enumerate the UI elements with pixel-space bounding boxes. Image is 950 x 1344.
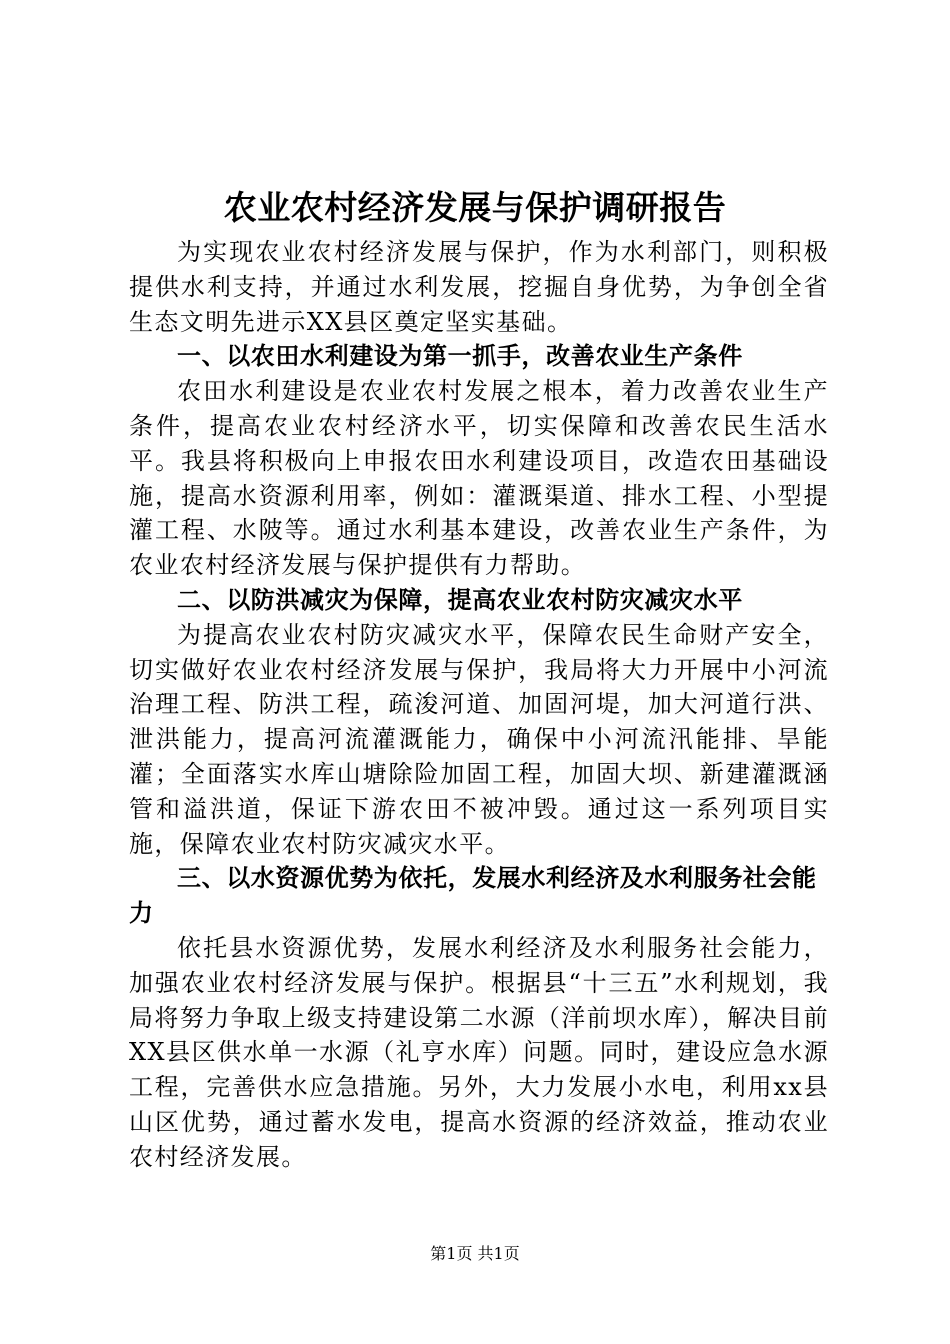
- section-2-heading: 二、以防洪减灾为保障，提高农业农村防灾减灾水平: [177, 584, 743, 614]
- section-1-heading: 一、以农田水利建设为第一抓手，改善农业生产条件: [177, 341, 743, 371]
- section-3-paragraph: 依托县水资源优势，发展水利经济及水利服务社会能力，加强农业农村经济发展与保护。根据县“十三五”水利规划，我局将努力争取上级支持建设第二水源（洋前坝水库），解决目前XX县区供水单一水源（礼亨水库）问题。同时，建设应急水源工程，完善供水应急措施。另外，大力发展小水电，利用xx县山区优势，通过蓄水发电，提高水资源的经济效益，推动农业农村经济发展。: [129, 933, 829, 1171]
- section-2-paragraph: 为提高农业农村防灾减灾水平，保障农民生命财产安全，切实做好农业农村经济发展与保护，我局将大力开展中小河流治理工程、防洪工程，疏浚河道、加固河堤，加大河道行洪、泄洪能力，提高河流灌溉能力，确保中小河流汛能排、旱能灌；全面落实水库山塘除险加固工程，加固大坝、新建灌溉涵管和溢洪道，保证下游农田不被冲毁。通过这一系列项目实施，保障农业农村防灾减灾水平。: [129, 620, 829, 858]
- document-body: [129, 235, 829, 1175]
- section-1-paragraph: 农田水利建设是农业农村发展之根本，着力改善农业生产条件，提高农业农村经济水平，切实保障和改善农民生活水平。我县将积极向上申报农田水利建设项目，改造农田基础设施，提高水资源利用率，例如：灌溉渠道、排水工程、小型提灌工程、水陂等。通过水利基本建设，改善农业生产条件，为农业农村经济发展与保护提供有力帮助。: [129, 377, 829, 580]
- intro-paragraph: 为实现农业农村经济发展与保护，作为水利部门，则积极提供水利支持，并通过水利发展，挖掘自身优势，为争创全省生态文明先进示XX县区奠定坚实基础。: [129, 238, 829, 336]
- document-title: 农业农村经济发展与保护调研报告: [223, 188, 727, 227]
- section-3-heading: 三、以水资源优势为依托，发展水利经济及水利服务社会能力: [129, 863, 817, 928]
- page-footer: 第1页 共1页: [430, 1244, 520, 1263]
